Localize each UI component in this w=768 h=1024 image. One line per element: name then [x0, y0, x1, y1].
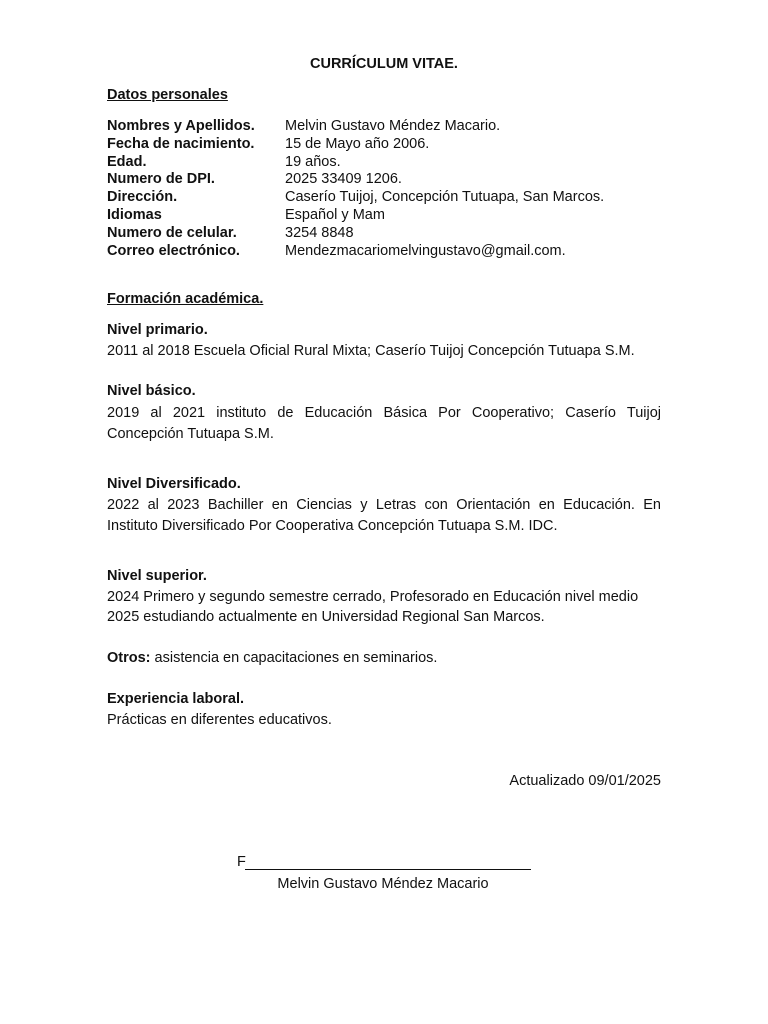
value-full-name: Melvin Gustavo Méndez Macario.	[285, 118, 501, 134]
superior-level-line-1: 2024 Primero y segundo semestre cerrado, Profesorado en Educación nivel medio	[107, 589, 639, 605]
superior-level-heading: Nivel superior.	[107, 568, 207, 584]
primary-level-text: 2011 al 2018 Escuela Oficial Rural Mixta; Caserío Tuijoj Concepción Tutuapa S.M.	[107, 343, 635, 359]
value-dpi: 2025 33409 1206.	[285, 171, 402, 187]
updated-date: Actualizado 09/01/2025	[509, 773, 661, 789]
experience-text: Prácticas en diferentes educativos.	[107, 712, 332, 728]
education-heading: Formación académica.	[107, 291, 264, 307]
signature-prefix: F	[237, 854, 246, 870]
label-languages: Idiomas	[107, 207, 162, 223]
basic-level-text: 2019 al 2021 instituto de Educación Básica Por Cooperativo; Caserío Tuijoj Concepción Tutuapa S.M.	[107, 405, 661, 442]
basic-level-heading: Nivel básico.	[107, 383, 196, 399]
personal-data-heading: Datos personales	[107, 87, 228, 103]
label-birth-date: Fecha de nacimiento.	[107, 136, 255, 152]
value-age: 19 años.	[285, 154, 341, 170]
diversified-level-text: 2022 al 2023 Bachiller en Ciencias y Letras con Orientación en Educación. En Instituto Diversificado Por Cooperativa Concepción Tutuapa S.M. IDC.	[107, 497, 661, 534]
document-title	[0, 55, 768, 73]
label-address: Dirección.	[107, 189, 178, 205]
label-age: Edad.	[107, 154, 147, 170]
value-address: Caserío Tuijoj, Concepción Tutuapa, San Marcos.	[285, 189, 605, 205]
label-phone: Numero de celular.	[107, 225, 237, 241]
value-phone: 3254 8848	[285, 225, 354, 241]
others-text: asistencia en capacitaciones en seminarios.	[150, 650, 438, 666]
others-line	[107, 649, 437, 667]
signature-line	[245, 869, 531, 870]
label-full-name: Nombres y Apellidos.	[107, 118, 255, 134]
label-dpi: Numero de DPI.	[107, 171, 215, 187]
diversified-level-heading: Nivel Diversificado.	[107, 476, 241, 492]
value-languages: Español y Mam	[285, 207, 385, 223]
experience-heading: Experiencia laboral.	[107, 691, 245, 707]
label-email: Correo electrónico.	[107, 243, 240, 259]
value-birth-date: 15 de Mayo año 2006.	[285, 136, 430, 152]
superior-level-line-2: 2025 estudiando actualmente en Universidad Regional San Marcos.	[107, 609, 545, 625]
document-title-text: CURRÍCULUM VITAE.	[310, 56, 458, 72]
others-label: Otros:	[107, 650, 151, 666]
primary-level-heading: Nivel primario.	[107, 322, 208, 338]
signature-name: Melvin Gustavo Méndez Macario	[277, 876, 489, 892]
value-email: Mendezmacariomelvingustavo@gmail.com.	[285, 243, 566, 259]
